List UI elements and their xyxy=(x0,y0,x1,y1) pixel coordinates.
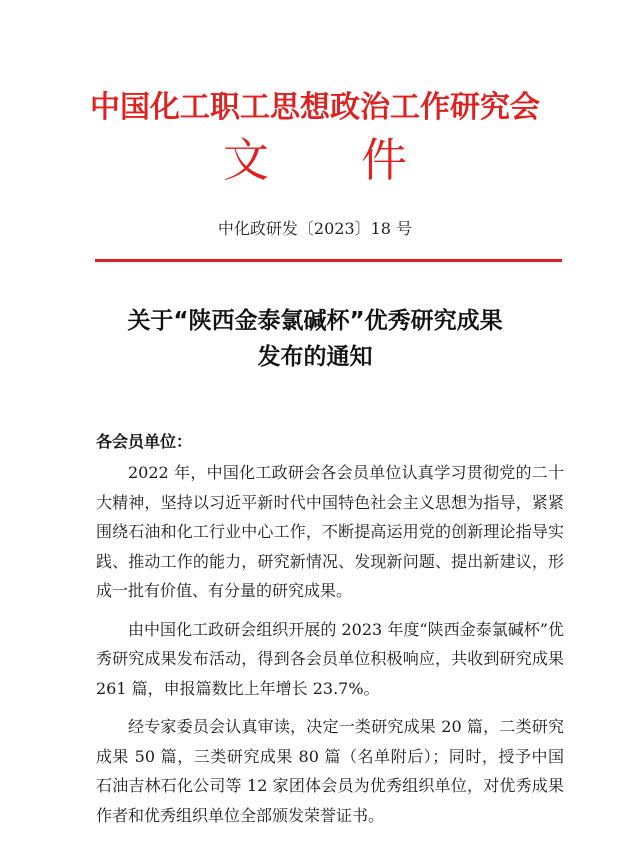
document-kind-char-2: 件 xyxy=(361,133,407,187)
body-text xyxy=(96,458,564,839)
notice-title xyxy=(0,303,630,375)
notice-title-line-1: 关于“陕西金泰氯碱杯”优秀研究成果 xyxy=(127,308,503,334)
document-number: 中化政研发〔2023〕18 号 xyxy=(217,219,413,238)
organization-header: 中国化工职工思想政治工作研究会 xyxy=(90,90,540,125)
notice-title-line-2: 发布的通知 xyxy=(257,344,373,370)
document-kind-header xyxy=(0,133,630,187)
salutation: 各会员单位： xyxy=(96,432,193,451)
document-kind-char-1: 文 xyxy=(223,133,269,187)
red-separator-line xyxy=(95,259,562,262)
body-paragraph: 由中国化工政研会组织开展的 2023 年度“陕西金泰氯碱杯”优秀研究成果发布活动，得到各会员单位积极响应，共收到研究成果 261 篇，申报篇数比上年增长 23.7%。 xyxy=(96,619,564,698)
body-paragraph: 2022 年，中国化工政研会各会员单位认真学习贯彻党的二十大精神，坚持以习近平新时代中国特色社会主义思想为指导，紧紧围绕石油和化工行业中心工作，不断提高运用党的创新理论指导实践、推动工作的能力，研究新情况、发现新问题、提出新建议，形成一批有价值、有分量的研究成果。 xyxy=(96,463,564,600)
body-paragraph: 经专家委员会认真审读，决定一类研究成果 20 篇，二类研究成果 50 篇，三类研究成果 80 篇（名单附后）；同时，授予中国石油吉林石化公司等 12 家团体会员为优秀组织单位，对优秀成果作者和优秀组织单位全部颁发荣誉证书。 xyxy=(96,717,564,825)
